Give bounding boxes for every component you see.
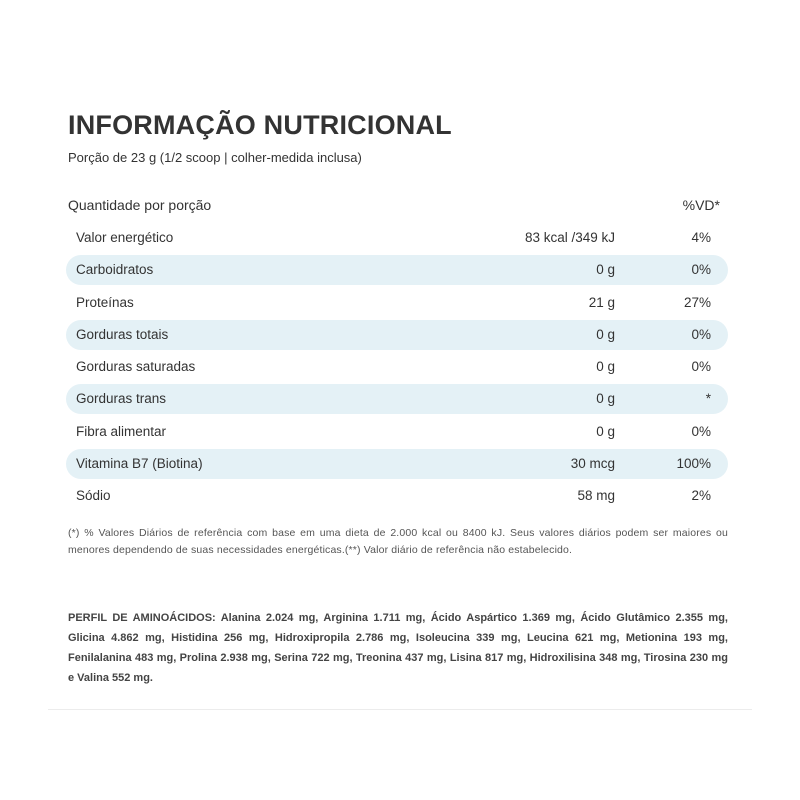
- nutrient-amount: 0 g: [596, 326, 615, 342]
- nutrient-name: Gorduras totais: [76, 326, 169, 342]
- nutrient-name: Fibra alimentar: [76, 423, 167, 439]
- nutrition-table: [66, 223, 728, 514]
- nutrient-name: Carboidratos: [76, 262, 154, 278]
- nutrient-amount: 0 g: [596, 262, 615, 278]
- nutrient-amount: 0 g: [596, 423, 615, 439]
- nutrient-daily-value: *: [705, 391, 711, 407]
- nutrient-name: Valor energético: [76, 230, 174, 245]
- nutrient-amount: 83 kcal /349 kJ: [524, 230, 615, 245]
- nutrient-daily-value: 4%: [691, 230, 711, 245]
- nutrient-daily-value: 0%: [691, 262, 711, 278]
- nutrient-name: Gorduras saturadas: [76, 359, 196, 375]
- daily-value-footnote: (*) % Valores Diários de referência com base em uma dieta de 2.000 kcal ou 8400 kJ. Seus valores diários podem ser maiores ou menores dependendo de suas necessidades energéticas.(**) Valor diário de referência não estabelecido.: [68, 527, 728, 556]
- nutrient-daily-value: 0%: [691, 326, 711, 342]
- table-row: [66, 352, 728, 382]
- nutrient-name: Vitamina B7 (Biotina): [76, 456, 203, 472]
- nutrient-amount: 21 g: [588, 294, 615, 310]
- divider: [48, 709, 752, 710]
- daily-value-header: %VD*: [682, 197, 720, 213]
- serving-size: Porção de 23 g (1/2 scoop | colher-medida inclusa): [68, 150, 362, 165]
- table-row: [66, 384, 728, 414]
- nutrient-name: Sódio: [76, 488, 111, 504]
- quantity-header: Quantidade por porção: [68, 197, 212, 213]
- table-row: [66, 223, 728, 253]
- table-row: [66, 481, 728, 511]
- nutrient-daily-value: 2%: [691, 488, 711, 504]
- table-row: [66, 288, 728, 318]
- nutrient-daily-value: 0%: [691, 359, 711, 375]
- nutrient-name: Gorduras trans: [76, 391, 167, 407]
- nutrient-amount: 58 mg: [577, 488, 615, 504]
- table-row: [66, 255, 728, 285]
- table-row: [66, 417, 728, 447]
- nutrition-table-header: [68, 197, 728, 219]
- nutrient-amount: 30 mcg: [570, 456, 615, 472]
- nutrient-name: Proteínas: [76, 294, 134, 310]
- nutrient-daily-value: 100%: [676, 456, 711, 472]
- nutrient-amount: 0 g: [596, 359, 615, 375]
- table-row: [66, 449, 728, 479]
- page-title: INFORMAÇÃO NUTRICIONAL: [68, 110, 452, 140]
- table-row: [66, 320, 728, 350]
- nutrient-daily-value: 0%: [691, 423, 711, 439]
- nutrient-daily-value: 27%: [683, 294, 711, 310]
- nutrient-amount: 0 g: [596, 391, 615, 407]
- amino-acid-profile: PERFIL DE AMINOÁCIDOS: Alanina 2.024 mg, Arginina 1.711 mg, Ácido Aspártico 1.369 mg, Ácido Glutâmico 2.355 mg, Glicina 4.862 mg, Histidina 256 mg, Hidroxipropila 2.786 mg, Isoleucina 339 mg, Leucina 621 mg, Metionina 193 mg, Fenilalanina 483 mg, Prolina 2.938 mg, Serina 722 mg, Treonina 437 mg, Lisina 817 mg, Hidroxilisina 348 mg, Tirosina 230 mg e Valina 552 mg.: [68, 612, 728, 684]
